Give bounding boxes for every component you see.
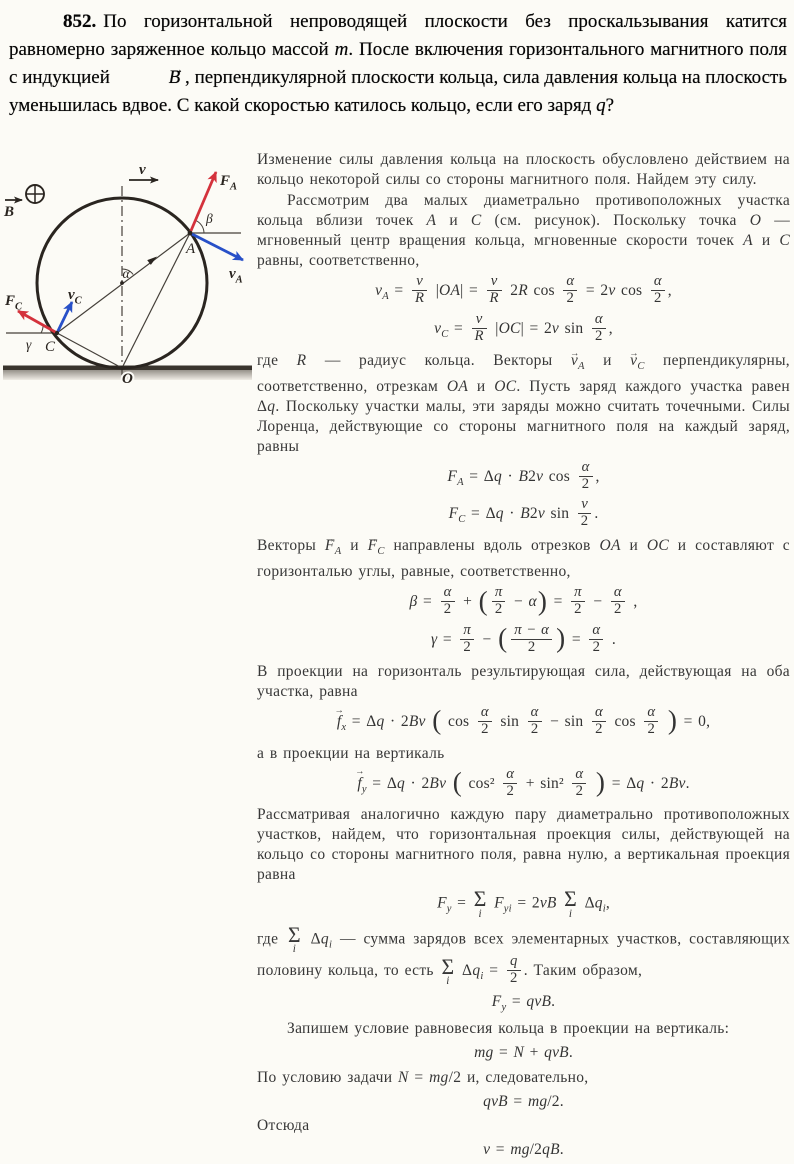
solution-paragraph: По условию задачи N = mg/2 и, следовательно, (257, 1068, 589, 1086)
gamma-label: γ (26, 337, 32, 352)
equation-fy-sum: $F_y$ = Σ i $F_{yi} = 2vB$ Σ i $\Delta q_i$, (437, 887, 610, 921)
force-fa-label: $F_A$ (220, 173, 238, 193)
equation-gamma: γ = $\frac{\pi}{2}$ − ( $\frac{\pi - \alpha}{2}$ ) = $\frac{\alpha}{2}$ . (430, 622, 616, 655)
point-o-label: O (122, 371, 133, 387)
solution-paragraph: где R — радиус кольца. Векторы → $v_A$ $и \to v_C$ перпендикулярны, соответственно, отрезкам OA и OC. Пусть заряд каждого участка равен Δq. Поскольку участки малы, эти заряды можно считать точечными. Силы Лоренца, действующие со стороны магнитного поля на каждый заряд, равны (257, 351, 790, 457)
equation-vc: $v_C$ = $\frac{v}{R}$ |OC| = 2v sin $\frac{\alpha}{2}$ , (434, 310, 613, 344)
physics-diagram (0, 148, 255, 400)
solution-paragraph: а в проекции на вертикаль (257, 744, 445, 762)
solution-paragraph: В проекции на горизонталь результирующая сила, действующая на оба участка, равна (257, 662, 790, 700)
solution-paragraph: Рассматривая аналогично каждую пару диаметрально противоположных участков, найдем, что горизонтальная проекция силы, действующей на кольцо со стороны магнитного поля, равна нулю, а вертикальная проекция равна (257, 806, 790, 884)
equation-fy: → $f_y = \Delta q \cdot 2Bv$ ( cos² $\frac{\alpha}{2}$ + sin² $\frac{\alpha}{2}$ ) = Δq · 2Bv. (257, 768, 790, 801)
equation-va: $v_A$ = $\frac{v}{R}$ |OA| = $\frac{v}{R}$ 2R cos $\frac{\alpha}{2}$ = 2v cos $\frac{\alpha}{2}$ , (375, 273, 672, 306)
equation-fa: $F_A = \Delta q \cdot B2v$ cos $\frac{\alpha}{2}$ , (447, 458, 600, 492)
equation-mg: mg = N + qvB. (474, 1044, 573, 1062)
equation-beta: β = $\frac{\alpha}{2}$ + ( $\frac{\pi}{2}$ − α) = $\frac{\pi}{2}$ − $\frac{\alpha}{2}$ , (409, 584, 638, 618)
velocity-vc-label: $v_C$ (68, 287, 82, 307)
point-a-label: A (186, 241, 196, 257)
equation-fx: → $f_x = \Delta q \cdot 2Bv$ ( cos $\frac{\alpha}{2}$ sin $\frac{\alpha}{2}$ − sin $\frac{\alpha}{2}$ cos $\frac{\alpha}{2}$ ) = 0, (257, 706, 790, 739)
beta-arc (196, 220, 204, 233)
ring-velocity-label: v (139, 162, 146, 178)
center-dot (120, 281, 124, 285)
beta-label: β (206, 211, 213, 226)
b-field-label: B (4, 204, 15, 220)
solution-text (257, 150, 790, 1164)
point-c-dot (55, 331, 59, 335)
equation-qvb: qvB = mg/2. (483, 1092, 564, 1110)
force-fc-label: $F_C$ (5, 293, 23, 313)
equation-result: v = mg/2qB. (483, 1141, 564, 1159)
equation-fy-qvb: $F_y$ = qvB. (491, 993, 556, 1014)
b-field-into-page-icon (26, 185, 44, 203)
velocity-va-label: $v_A$ (229, 266, 243, 286)
problem-number: 852. (63, 11, 97, 32)
solution-paragraph: где Σ i $\Delta q_i$ — сумма зарядов всех элементарных участков, составляющих половину кольца, то есть Σ i $\Delta q_i$ = $\frac{q}{2}$ . Таким образом, (257, 922, 790, 988)
equation-fc: $F_C = \Delta q \cdot B2v$ sin $\frac{v}{2}$ . (448, 496, 599, 530)
solution-paragraph: Рассмотрим два малых диаметрально противоположных участка кольца вблизи точек A и C (см. рисунок). Поскольку точка O — мгновенный центр вращения кольца, мгновенные скорости точек A и C равны, соответственно, (257, 192, 790, 269)
force-fc-arrow (18, 311, 57, 333)
point-c-label: C (45, 339, 56, 355)
velocity-vc-arrow (57, 302, 72, 333)
solution-paragraph: Векторы → $F_A$ $и \to F_C$ направлены вдоль отрезков OA и OC и составляют с горизонталью углы, равные, соответственно, (257, 536, 790, 582)
diagram-svg (0, 148, 255, 400)
chord-oa (122, 233, 190, 368)
problem-statement (9, 8, 787, 120)
solution-paragraph: Запишем условие равновесия кольца в проекции на вертикаль: (287, 1020, 730, 1038)
solution-paragraph: Отсюда (257, 1117, 310, 1135)
alpha-label: α (122, 266, 130, 281)
problem-text: По горизонтальной непроводящей плоскости без проскальзывания катится равномерно заряженное кольцо массой m. После включения горизонтального магнитного поля с индукцией → B , перпендикулярной плоскости кольца, сила давления кольца на плоскость уменьшилась вдвое. С какой скоростью катилось кольцо, если его заряд q? (9, 11, 787, 116)
point-a-dot (188, 231, 193, 236)
solution-paragraph: Изменение силы давления кольца на плоскость обусловлено действием на кольцо некоторой силы со стороны магнитного поля. Найдем эту силу. (257, 151, 790, 188)
point-o-dot (120, 366, 124, 370)
